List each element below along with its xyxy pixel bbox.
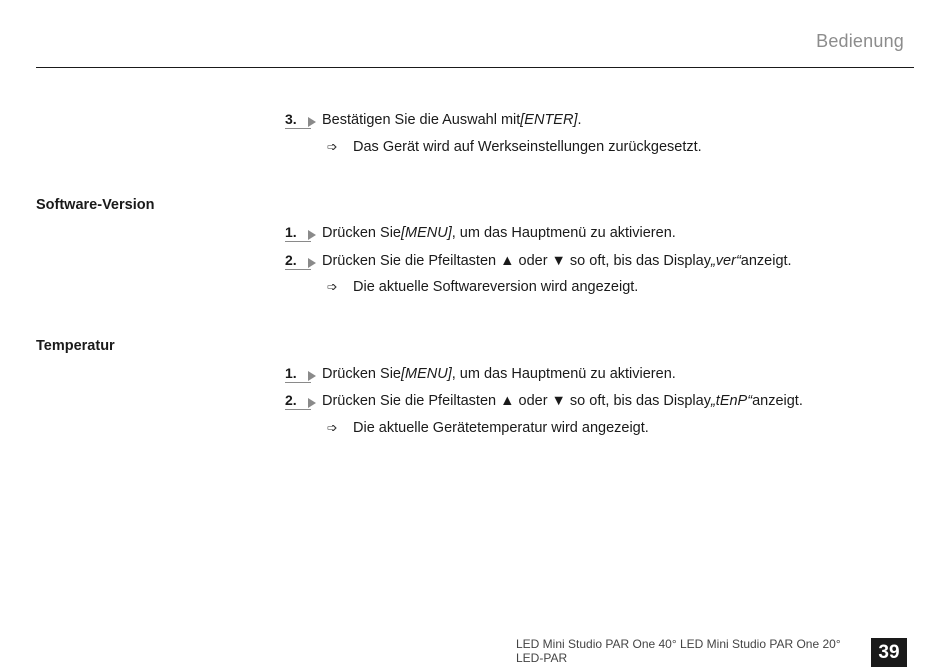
result-text: Die aktuelle Softwareversion wird angezeigt.: [353, 279, 639, 295]
step-number: 2.: [285, 392, 311, 408]
step-reset-3: [285, 111, 582, 128]
triangle-right-icon: [308, 398, 316, 408]
triangle-right-icon: [308, 371, 316, 381]
step-number: 1.: [285, 365, 311, 381]
step-software-2: [285, 252, 792, 269]
step-text-pre: Drücken Sie die Pfeiltasten ▲ oder ▼ so oft, bis das Display: [322, 253, 711, 269]
step-temperature-2: [285, 392, 803, 409]
hollow-arrow-icon: ➩: [327, 139, 338, 154]
step-number: 1.: [285, 224, 311, 240]
result-reset: [327, 139, 702, 155]
page-number: 39: [871, 638, 907, 667]
section-title-temperature: Temperatur: [36, 338, 115, 354]
footer-product-name: LED Mini Studio PAR One 40° LED Mini Studio PAR One 20° LED-PAR: [516, 637, 841, 665]
hollow-arrow-icon: ➩: [327, 420, 338, 435]
step-text-post: , um das Hauptmenü zu aktivieren.: [451, 225, 676, 241]
hollow-arrow-icon: ➩: [327, 279, 338, 294]
step-text-post: anzeigt.: [740, 253, 792, 269]
header-title: Bedienung: [816, 31, 904, 51]
step-text-pre: Bestätigen Sie die Auswahl mit: [322, 112, 521, 128]
step-text-post: anzeigt.: [752, 393, 803, 409]
header-rule: [36, 67, 914, 68]
step-text-pre: Drücken Sie die Pfeiltasten ▲ oder ▼ so oft, bis das Display: [322, 393, 711, 409]
result-software: [327, 279, 638, 295]
step-text-key: „tEnP“: [710, 393, 753, 409]
step-text-key: [MENU]: [400, 225, 452, 241]
triangle-right-icon: [308, 230, 316, 240]
step-text-post: , um das Hauptmenü zu aktivieren.: [451, 366, 676, 382]
step-text-key: „ver“: [710, 253, 741, 269]
step-temperature-1: [285, 365, 676, 382]
step-text-pre: Drücken Sie: [322, 225, 401, 241]
result-temperature: [327, 420, 649, 436]
triangle-right-icon: [308, 258, 316, 268]
step-software-1: [285, 224, 676, 241]
result-text: Das Gerät wird auf Werkseinstellungen zurückgesetzt.: [353, 139, 702, 155]
step-text-post: .: [577, 112, 582, 128]
step-number: 3.: [285, 111, 311, 127]
step-text-key: [MENU]: [400, 366, 452, 382]
step-number: 2.: [285, 252, 311, 268]
triangle-right-icon: [308, 117, 316, 127]
result-text: Die aktuelle Gerätetemperatur wird angezeigt.: [353, 420, 649, 436]
step-text-key: [ENTER]: [520, 112, 578, 128]
step-text-pre: Drücken Sie: [322, 366, 401, 382]
section-title-software: Software-Version: [36, 197, 155, 213]
